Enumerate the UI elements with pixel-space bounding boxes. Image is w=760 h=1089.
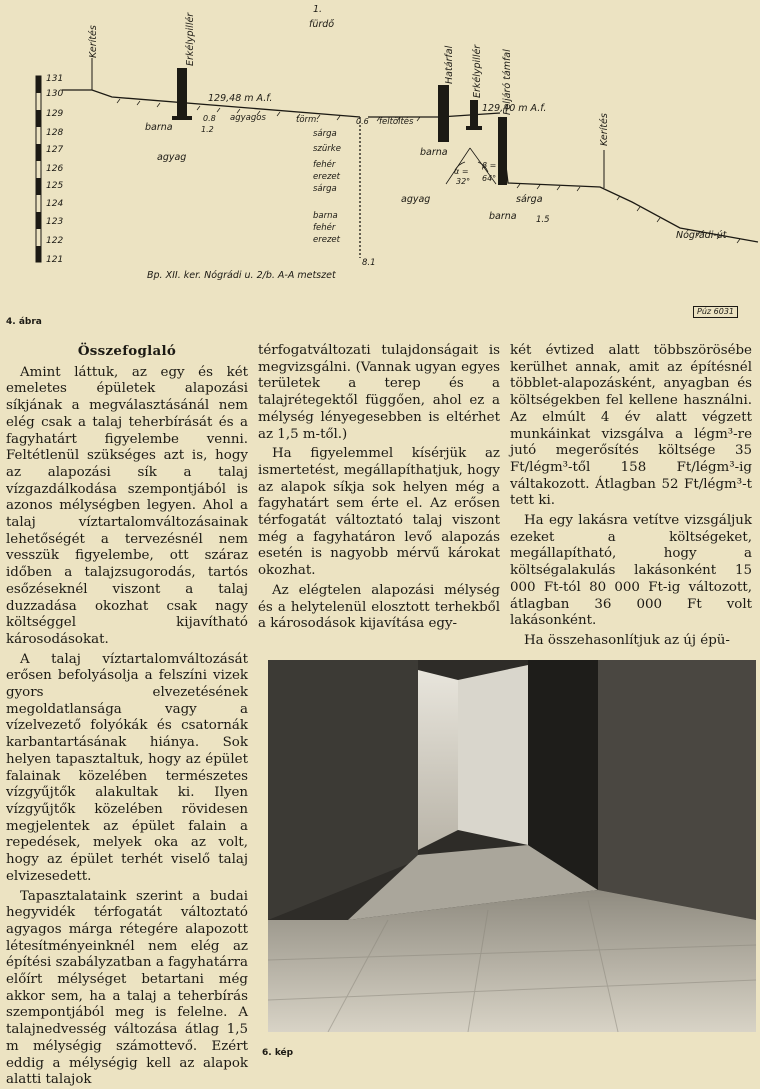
scale-label: 129 xyxy=(46,109,64,119)
label-beta-value: 64° xyxy=(482,174,497,183)
paragraph: Az elégtelen alapozási mélység és a helytelenül elosztott terhekből a károsodások kijavítása egy- xyxy=(258,582,500,632)
label-alpha-value: 32° xyxy=(456,177,471,186)
scale-label: 126 xyxy=(46,164,64,174)
scale-label: 130 xyxy=(46,89,64,99)
scale-label: 131 xyxy=(46,74,64,84)
doorway-photo-image xyxy=(268,660,756,1032)
label-feltoltes: feltöltés xyxy=(379,117,414,127)
label-06: 0.6 xyxy=(356,117,369,126)
label-feher-2: fehér xyxy=(313,223,336,233)
label-feher-1: fehér xyxy=(313,160,336,170)
scale-label: 127 xyxy=(46,145,64,155)
article-heading: Összefoglaló xyxy=(77,343,177,359)
paragraph: Amint láttuk, az egy és két emeletes épületek alapozási síkjának a megválasztásánál nem elég csak a talaj teherbírását és a fagyhatárt figyelembe venni. Feltétlenül szükséges azt is, hogy az alapozási sík a talaj vízgazdálkodása szempontjából is azonos mélységben legyen. Ahol a talaj víztartalomváltozásainak lehetőségét a tervezésnél nem vesszük figyelembe, ott száraz időben a talajzsugorodás, tartós esőzéseknél viszont a talaj duzzadása okozhat csak nagy költséggel kijavítható károsodásokat. xyxy=(6,364,248,647)
paragraph: két évtized alatt többszörösébe kerülhet annak, amit az építésnél többlet-alapozásként, anyagban és költségekben fel kellene használni. Az elmúlt 4 év alatt végzett munkáinkat vizsgálva a légm³-re jutó megerősítés költsége 35 Ft/légm³-től 158 Ft/légm³-ig váltakozott. Átlagban 52 Ft/légm³-t tett ki. xyxy=(510,343,752,509)
label-feljaro-tamfal: Feljáró támfal xyxy=(502,49,513,115)
label-szurke: szürke xyxy=(313,144,341,154)
label-erezet-2: erezet xyxy=(313,235,340,245)
paragraph: Ha összehasonlítjuk az új épü- xyxy=(524,632,730,648)
figure-code: Púz 6031 xyxy=(693,306,738,318)
paragraph: Tapasztalataink szerint a budai hegyvidék térfogatát változtató agyagos márga rétegére alapozott létesítményeinknél nem elég az építési szabályzatban a fagyhatárra előírt mélységet betartani még akkor sem, ha a talaj a teherbírás szempontjából meg is felelne. A talajnedvesség változása átlag 1,5 m mélységig számottevő. Ezért eddig a mélységig kell az alapok alatti talajok xyxy=(6,888,248,1088)
doorway-photo xyxy=(268,660,756,1032)
label-beta: β = xyxy=(482,161,497,170)
scale-label: 122 xyxy=(46,236,64,246)
paragraph: A talaj víztartalomváltozását erősen befolyásolja a felszíni vizek gyors elvezetésének megoldatlansága vagy a vízelvezető folyókák és csatornák karbantartásának hiánya. Sok helyen tapasztaltuk, hogy az épület falainak közelében természetes vízgyűjtők alakultak ki. Ilyen vízgyűjtők közelében rövidesen megjelentek az épület falain a repedések, melyek oka az volt, hogy az épület terhét viselő talaj elvizesedett. xyxy=(6,651,248,884)
section-title: Bp. XII. ker. Nógrádi u. 2/b. A-A metszet xyxy=(147,270,336,281)
paragraph: Ha egy lakásra vetítve vizsgáljuk ezeket a költségeket, megállapítható, hogy a költségalakulás lakásonként 15 000 Ft-tól 80 000 Ft-ig változott, átlagban 36 000 Ft volt lakásonként. xyxy=(510,513,752,629)
label-hatarfal: Határfal xyxy=(444,45,455,84)
figure-title-number: 1. xyxy=(313,4,323,15)
article-column-1 xyxy=(6,343,248,1089)
label-barna-left: barna xyxy=(145,122,173,133)
scale-label: 125 xyxy=(46,181,64,191)
label-sarga-right: sárga xyxy=(516,194,543,205)
label-alpha: α = xyxy=(454,167,469,176)
label-kerites-left: Kerítés xyxy=(88,25,99,58)
scale-label: 128 xyxy=(46,128,64,138)
label-81: 8.1 xyxy=(362,258,376,268)
scale-label: 121 xyxy=(46,255,64,265)
label-agyag-left: agyag xyxy=(157,152,187,163)
label-kerites-right: Kerítés xyxy=(599,113,610,146)
figure-caption: 4. ábra xyxy=(6,317,42,327)
photo-caption: 6. kép xyxy=(262,1048,294,1058)
label-sarga-2: sárga xyxy=(313,184,337,194)
label-agyag-mid: agyag xyxy=(401,194,431,205)
paragraph: Ha figyelemmel kísérjük az ismertetést, megállapíthatjuk, hogy az alapok síkja sok helyen még a fagyhatárt sem érte el. Az erősen térfogatát változtató talaj viszont még a fagyhatáron levő alapozás esetén is nagyobb mérvű károkat okozhat. xyxy=(258,446,500,579)
label-erkelypiller-right: Erkélypillér xyxy=(472,44,483,98)
label-barna-mid: barna xyxy=(420,147,448,158)
label-agyagos: agyagos xyxy=(230,113,266,123)
label-12: 1.2 xyxy=(201,125,214,134)
label-15: 1.5 xyxy=(536,215,550,225)
label-barna-2: barna xyxy=(313,211,338,221)
depth-scale xyxy=(36,74,63,265)
figure-title-word: fürdő xyxy=(309,19,335,30)
label-erkelypiller-left: Erkélypillér xyxy=(185,12,196,66)
label-barna-right: barna xyxy=(489,211,517,222)
label-erezet-1: erezet xyxy=(313,172,340,182)
label-08: 0.8 xyxy=(203,114,216,123)
label-torm: törm. xyxy=(296,115,320,125)
label-sarga-1: sárga xyxy=(313,129,337,139)
article-column-3 xyxy=(510,343,752,650)
article-column-2 xyxy=(258,343,500,633)
scale-label: 123 xyxy=(46,217,64,227)
label-level-left: 129,48 m A.f. xyxy=(208,93,273,104)
paragraph: térfogatváltozati tulajdonságait is megvizsgálni. (Vannak ugyan egyes területek a terep és a talajrétegektől függően, ahol ez a mélység lényegesebben is eltérhet az 1,5 m-től.) xyxy=(258,343,500,442)
scale-label: 124 xyxy=(46,199,64,209)
cross-section-figure xyxy=(0,0,760,335)
label-nogradi-ut: Nógrádi-út xyxy=(676,230,727,241)
label-level-right: 129,40 m A.f. xyxy=(482,103,547,114)
